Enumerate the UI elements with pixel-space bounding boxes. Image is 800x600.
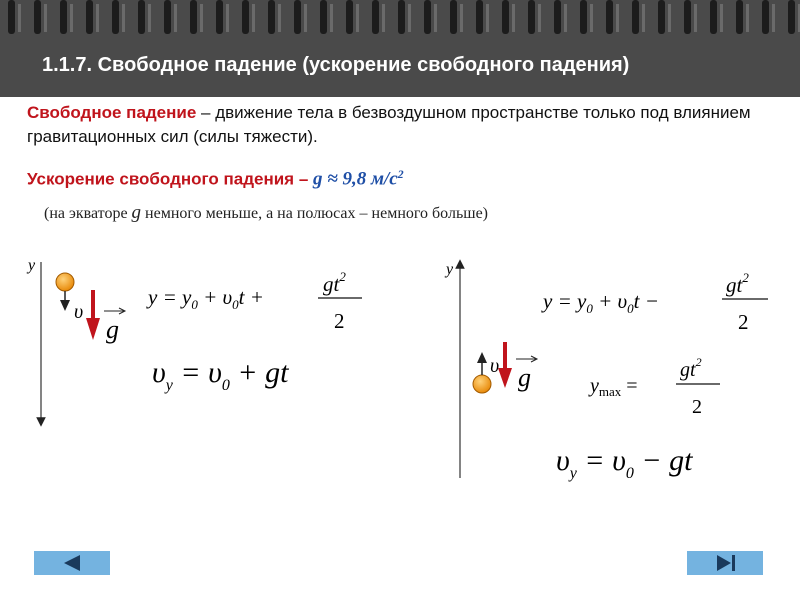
formula-t: t + bbox=[238, 285, 264, 309]
definition-text: – движение тела в безвоздушном пространстве только под влиянием гравитационных сил (силы тяжести). bbox=[27, 103, 751, 146]
svg-text:gt2 bbox=[680, 355, 702, 381]
formula-den: 2 bbox=[334, 309, 345, 333]
formula-eq: = bbox=[621, 375, 638, 397]
svg-text:gt2 bbox=[726, 270, 749, 297]
formula-v: υ bbox=[556, 444, 570, 477]
left-velocity-arrowhead bbox=[60, 300, 70, 311]
note-before: (на экваторе bbox=[44, 205, 132, 222]
skip-to-end-icon bbox=[687, 551, 763, 575]
right-gravity-arrow-shaft bbox=[503, 342, 507, 372]
formula-sub: 0 bbox=[221, 377, 230, 394]
formula-num: gt bbox=[680, 359, 696, 381]
right-velocity-formula bbox=[556, 444, 693, 482]
formula-sub: max bbox=[598, 384, 622, 399]
left-position-formula bbox=[146, 269, 362, 333]
formula-v: υ bbox=[152, 356, 166, 389]
formula-mid: + υ bbox=[592, 289, 628, 313]
left-g-label: g bbox=[106, 315, 119, 344]
right-position-formula bbox=[541, 270, 768, 334]
formula-sub: 0 bbox=[232, 297, 239, 312]
svg-text:y = y0 + υ0t − bbox=[541, 289, 659, 316]
formula-rest: + gt bbox=[229, 356, 289, 389]
note-symbol: g bbox=[131, 202, 142, 223]
left-axis-label: y bbox=[28, 257, 36, 274]
formula-den: 2 bbox=[692, 396, 702, 418]
formula-den: 2 bbox=[738, 310, 749, 334]
triangle-left-icon bbox=[34, 551, 110, 575]
formula-sub: 0 bbox=[625, 465, 634, 482]
svg-text:ymax = bbox=[588, 375, 638, 399]
left-ball bbox=[56, 273, 74, 291]
left-gravity-arrowhead bbox=[86, 318, 100, 340]
left-velocity-formula bbox=[152, 356, 289, 394]
formula-sub: 0 bbox=[627, 301, 634, 316]
right-velocity-letter: υ bbox=[490, 355, 500, 377]
previous-slide-button[interactable] bbox=[34, 551, 110, 575]
acceleration-power: 2 bbox=[397, 167, 404, 181]
right-velocity-arrowhead bbox=[477, 352, 487, 363]
formula-eq: = υ bbox=[576, 444, 626, 477]
right-axis-label: y bbox=[446, 261, 454, 278]
formula-sub: 0 bbox=[586, 301, 593, 316]
acceleration-value: g ≈ 9,8 м/с bbox=[313, 168, 398, 190]
formula-sub: 0 bbox=[191, 297, 198, 312]
right-g-label: g bbox=[518, 363, 531, 392]
formula-y: y bbox=[590, 375, 599, 397]
formula-rest: − gt bbox=[633, 444, 693, 477]
formula-eq: = υ bbox=[172, 356, 222, 389]
formula-mid: + υ bbox=[197, 285, 233, 309]
right-gravity-arrowhead bbox=[498, 368, 512, 388]
right-max-height-formula bbox=[588, 355, 720, 418]
left-diagram bbox=[26, 257, 362, 422]
formula-sub: y bbox=[165, 377, 173, 394]
last-slide-button[interactable] bbox=[687, 551, 763, 575]
svg-text:gt2 bbox=[323, 269, 346, 296]
formula-sub: y bbox=[569, 465, 577, 482]
formula-lhs: y = y bbox=[543, 289, 587, 313]
formula-t: t − bbox=[633, 289, 659, 313]
left-velocity-letter: υ bbox=[74, 301, 84, 323]
formula-pow: 2 bbox=[339, 269, 346, 284]
right-diagram bbox=[444, 261, 768, 482]
svg-text:y = y0 + υ0t + bbox=[146, 285, 264, 312]
formula-pow: 2 bbox=[695, 355, 702, 369]
svg-text:υy = υ0 + gt bbox=[152, 356, 289, 394]
acceleration-term: Ускорение свободного падения bbox=[27, 169, 295, 189]
formula-num: gt bbox=[726, 273, 743, 297]
slide-title: 1.1.7. Свободное падение (ускорение свободного падения) bbox=[42, 54, 630, 76]
formula-num: gt bbox=[323, 272, 340, 296]
note-after: немного меньше, а на полюсах – немного больше) bbox=[141, 205, 488, 222]
left-gravity-arrow-shaft bbox=[91, 290, 95, 320]
right-ball bbox=[473, 375, 491, 393]
definition-term: Свободное падение bbox=[27, 103, 197, 122]
formula-lhs: y = y bbox=[148, 285, 192, 309]
svg-text:υy = υ0 − gt bbox=[556, 444, 693, 482]
formula-pow: 2 bbox=[742, 270, 749, 285]
acceleration-dash: – bbox=[294, 169, 314, 189]
